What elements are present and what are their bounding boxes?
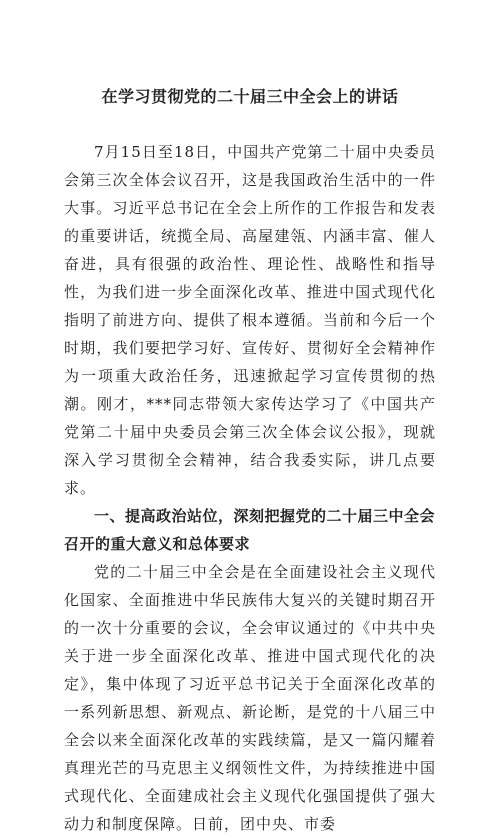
intro-paragraph: 7月15日至18日，中国共产党第二十届中央委员会第三次全体会议召开，这是我国政治生活中的一件大事。习近平总书记在全会上所作的工作报告和发表的重要讲话，统揽全局、高屋建瓴、内涵丰富、催人奋进，具有很强的政治性、理论性、战略性和指导性，为我们进一步全面深化改革、推进中国式现代化指明了前进方向、提供了根本遵循。当前和今后一个时期，我们要把学习好、宣传好、贯彻好全会精神作为一项重大政治任务，迅速掀起学习宣传贯彻的热潮。刚才，***同志带领大家传达学习了《中国共产党第二十届中央委员会第三次全体会议公报》，现就深入学习贯彻全会精神，结合我委实际，讲几点要求。 — [64, 143, 436, 497]
section-heading: 一、提高政治站位，深刻把握党的二十届三中全会召开的重大意义和总体要求 — [64, 507, 436, 553]
section-paragraph: 党的二十届三中全会是在全面建设社会主义现代化国家、全面推进中华民族伟大复兴的关键时期召开的一次十分重要的会议，全会审议通过的《中共中央关于进一步全面深化改革、推进中国式现代化的决定》，集中体现了习近平总书记关于全面深化改革的一系列新思想、新观点、新论断，是党的十八届三中全会以来全面深化改革的实践续篇，是又一篇闪耀着真理光芒的马克思主义纲领性文件，为持续推进中国式现代化、全面建成社会主义现代化强国提供了强大动力和制度保障。日前，团中央、市委 — [64, 563, 436, 833]
document-title: 在学习贯彻党的二十届三中全会上的讲话 — [101, 87, 399, 106]
